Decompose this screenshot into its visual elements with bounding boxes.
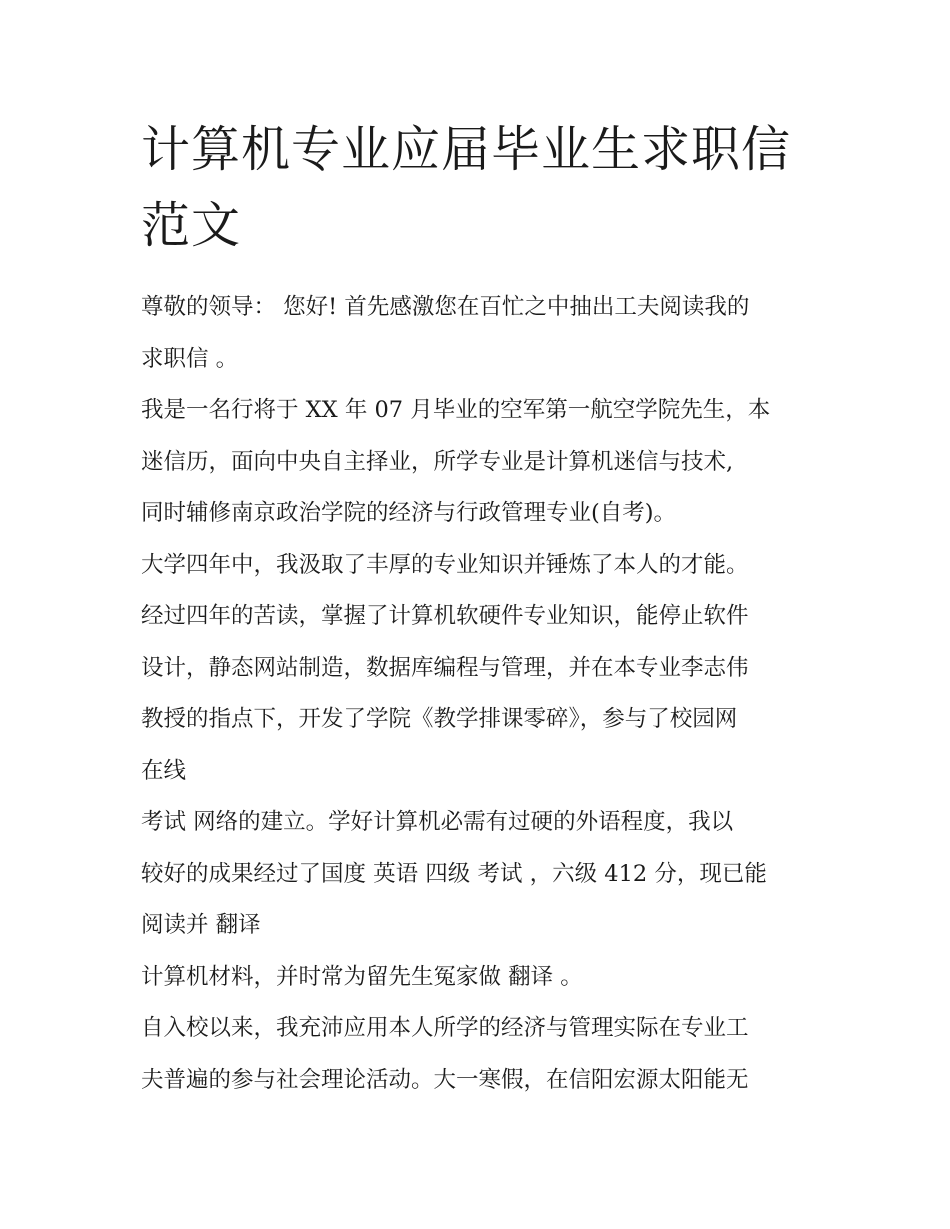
body-line-2: 求职信 。	[141, 345, 239, 372]
body-line-15: 自入校以来，我充沛应用本人所学的经济与管理实际在专业工	[141, 1015, 749, 1041]
body-line-8: 设计，静态网站制造，数据库编程与管理，并在本专业李志伟	[141, 654, 749, 681]
body-line-16: 夫普遍的参与社会理论活动。大一寒假，在信阳宏源太阳能无	[141, 1066, 749, 1093]
document-title	[141, 112, 831, 264]
body-line-1: 尊敬的领导： 您好! 首先感激您在百忙之中抽出工夫阅读我的	[141, 294, 750, 320]
letter-body	[141, 282, 831, 1106]
body-line-5: 同时辅修南京政治学院的经济与行政管理专业(自考)。	[141, 500, 677, 526]
body-line-10: 在线	[141, 757, 187, 784]
body-line-12: 较好的成果经过了国度 英语 四级 考试 ，六级 412 分，现已能	[141, 860, 767, 887]
body-line-7: 经过四年的苦读，掌握了计算机软硬件专业知识，能停止软件	[141, 603, 749, 629]
body-line-9: 教授的指点下，开发了学院《教学排课零碎》，参与了校园网	[141, 706, 738, 732]
document-page	[141, 112, 831, 1106]
body-line-6: 大学四年中，我汲取了丰厚的专业知识并锤炼了本人的才能。	[141, 551, 749, 578]
body-line-4: 迷信历，面向中央自主择业，所学专业是计算机迷信与技术,	[141, 448, 734, 475]
title-line-1: 计算机专业应届毕业生求职信	[141, 121, 792, 178]
body-line-14: 计算机材料，并时常为留先生冤家做 翻译 。	[141, 963, 583, 990]
title-line-2: 范文	[141, 197, 242, 254]
body-line-11: 考试 网络的建立。学好计算机必需有过硬的外语程度，我以	[141, 809, 734, 835]
body-line-13: 阅读并 翻译	[141, 912, 261, 938]
body-line-3: 我是一名行将于 XX 年 07 月毕业的空军第一航空学院先生，本	[141, 397, 771, 423]
